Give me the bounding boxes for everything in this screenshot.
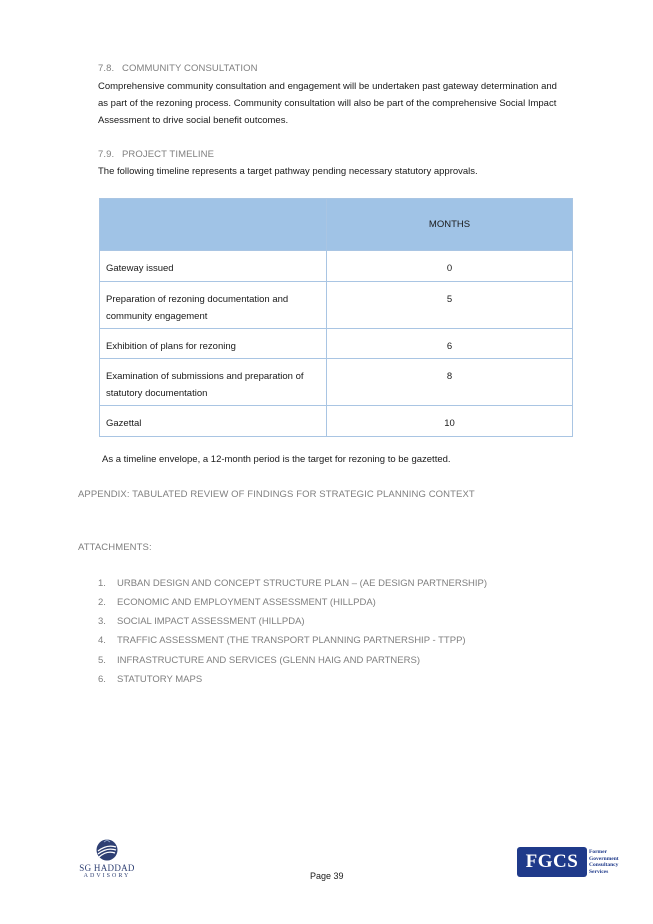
months-value: 8 — [446, 371, 453, 382]
months-cell — [327, 282, 573, 329]
list-item-number: 3. — [98, 616, 106, 627]
list-item-number: 2. — [98, 597, 106, 608]
list-item-text: ECONOMIC AND EMPLOYMENT ASSESSMENT (HILLPDA) — [117, 597, 376, 608]
timeline-table — [99, 198, 573, 437]
header-cell-months: MONTHS — [327, 199, 573, 251]
milestone-cell — [100, 406, 327, 437]
paragraph-line: Comprehensive community consultation and engagement will be undertaken past gateway determination and — [98, 81, 557, 92]
months-value: 0 — [446, 263, 453, 274]
fgcs-text-line: Government — [589, 855, 619, 862]
consultation-paragraph — [98, 78, 598, 129]
appendix-heading: APPENDIX: TABULATED REVIEW OF FINDINGS FOR STRATEGIC PLANNING CONTEXT — [78, 489, 475, 500]
header-cell-milestone — [100, 199, 327, 251]
milestone-text: Gateway issued — [106, 263, 174, 274]
section-title: COMMUNITY CONSULTATION — [122, 63, 258, 74]
months-value: 6 — [446, 341, 453, 352]
months-value: 5 — [446, 294, 453, 305]
attachments-heading: ATTACHMENTS: — [78, 542, 152, 553]
list-item-number: 4. — [98, 635, 106, 646]
list-item — [98, 578, 487, 589]
months-cell — [327, 359, 573, 406]
page-number: Page 39 — [310, 871, 344, 881]
sg-haddad-logo — [76, 838, 138, 882]
paragraph-line: as part of the rezoning process. Community consultation will also be part of the comprehensive Social Impact — [98, 98, 557, 109]
section-7-8-heading — [98, 63, 258, 74]
table-header-row — [100, 199, 573, 251]
table-row — [100, 251, 573, 282]
timeline-envelope-note: As a timeline envelope, a 12-month period is the target for rezoning to be gazetted. — [102, 454, 451, 465]
months-value: 10 — [444, 418, 455, 429]
section-number: 7.9. — [98, 149, 115, 160]
list-item — [98, 655, 420, 666]
milestone-cell — [100, 359, 327, 406]
section-7-9-heading — [98, 149, 214, 160]
section-title: PROJECT TIMELINE — [122, 149, 215, 160]
sg-haddad-subtitle: ADVISORY — [83, 873, 131, 879]
sg-haddad-emblem-icon — [95, 838, 119, 862]
milestone-text: Examination of submissions and preparation of — [106, 371, 304, 382]
milestone-text: statutory documentation — [106, 388, 208, 399]
milestone-text: Preparation of rezoning documentation and — [106, 294, 289, 305]
milestone-cell — [100, 251, 327, 282]
list-item — [98, 597, 376, 608]
fgcs-text-line: Consultancy — [589, 862, 619, 868]
sg-haddad-name: SG HADDAD — [79, 863, 135, 873]
list-item — [98, 616, 305, 627]
fgcs-logo-block — [517, 847, 587, 877]
list-item — [98, 674, 202, 685]
table-row — [100, 406, 573, 437]
fgcs-text-line: Former — [589, 849, 608, 855]
paragraph-line: Assessment to drive social benefit outcomes. — [98, 115, 289, 126]
list-item — [98, 635, 466, 646]
milestone-cell — [100, 282, 327, 329]
list-item-text: INFRASTRUCTURE AND SERVICES (GLENN HAIG AND PARTNERS) — [117, 655, 420, 666]
list-item-number: 6. — [98, 674, 106, 685]
list-item-number: 1. — [98, 578, 106, 589]
section-number: 7.8. — [98, 63, 115, 74]
list-item-number: 5. — [98, 655, 106, 666]
timeline-intro: The following timeline represents a target pathway pending necessary statutory approvals. — [98, 166, 478, 177]
months-cell — [327, 251, 573, 282]
table-row — [100, 359, 573, 406]
months-cell — [327, 406, 573, 437]
table-row — [100, 329, 573, 359]
list-item-text: URBAN DESIGN AND CONCEPT STRUCTURE PLAN – (AE DESIGN PARTNERSHIP) — [117, 578, 488, 589]
months-cell — [327, 329, 573, 359]
list-item-text: TRAFFIC ASSESSMENT (THE TRANSPORT PLANNING PARTNERSHIP - TTPP) — [117, 635, 466, 646]
list-item-text: STATUTORY MAPS — [117, 674, 203, 685]
list-item-text: SOCIAL IMPACT ASSESSMENT (HILLPDA) — [117, 616, 305, 627]
fgcs-text-line: Services — [589, 868, 609, 875]
fgcs-abbreviation: FGCS — [525, 851, 579, 872]
fgcs-logo-text — [589, 849, 619, 875]
table-row — [100, 282, 573, 329]
milestone-text: Gazettal — [106, 418, 142, 429]
milestone-cell — [100, 329, 327, 359]
milestone-text: Exhibition of plans for rezoning — [106, 341, 236, 352]
milestone-text: community engagement — [106, 311, 208, 322]
